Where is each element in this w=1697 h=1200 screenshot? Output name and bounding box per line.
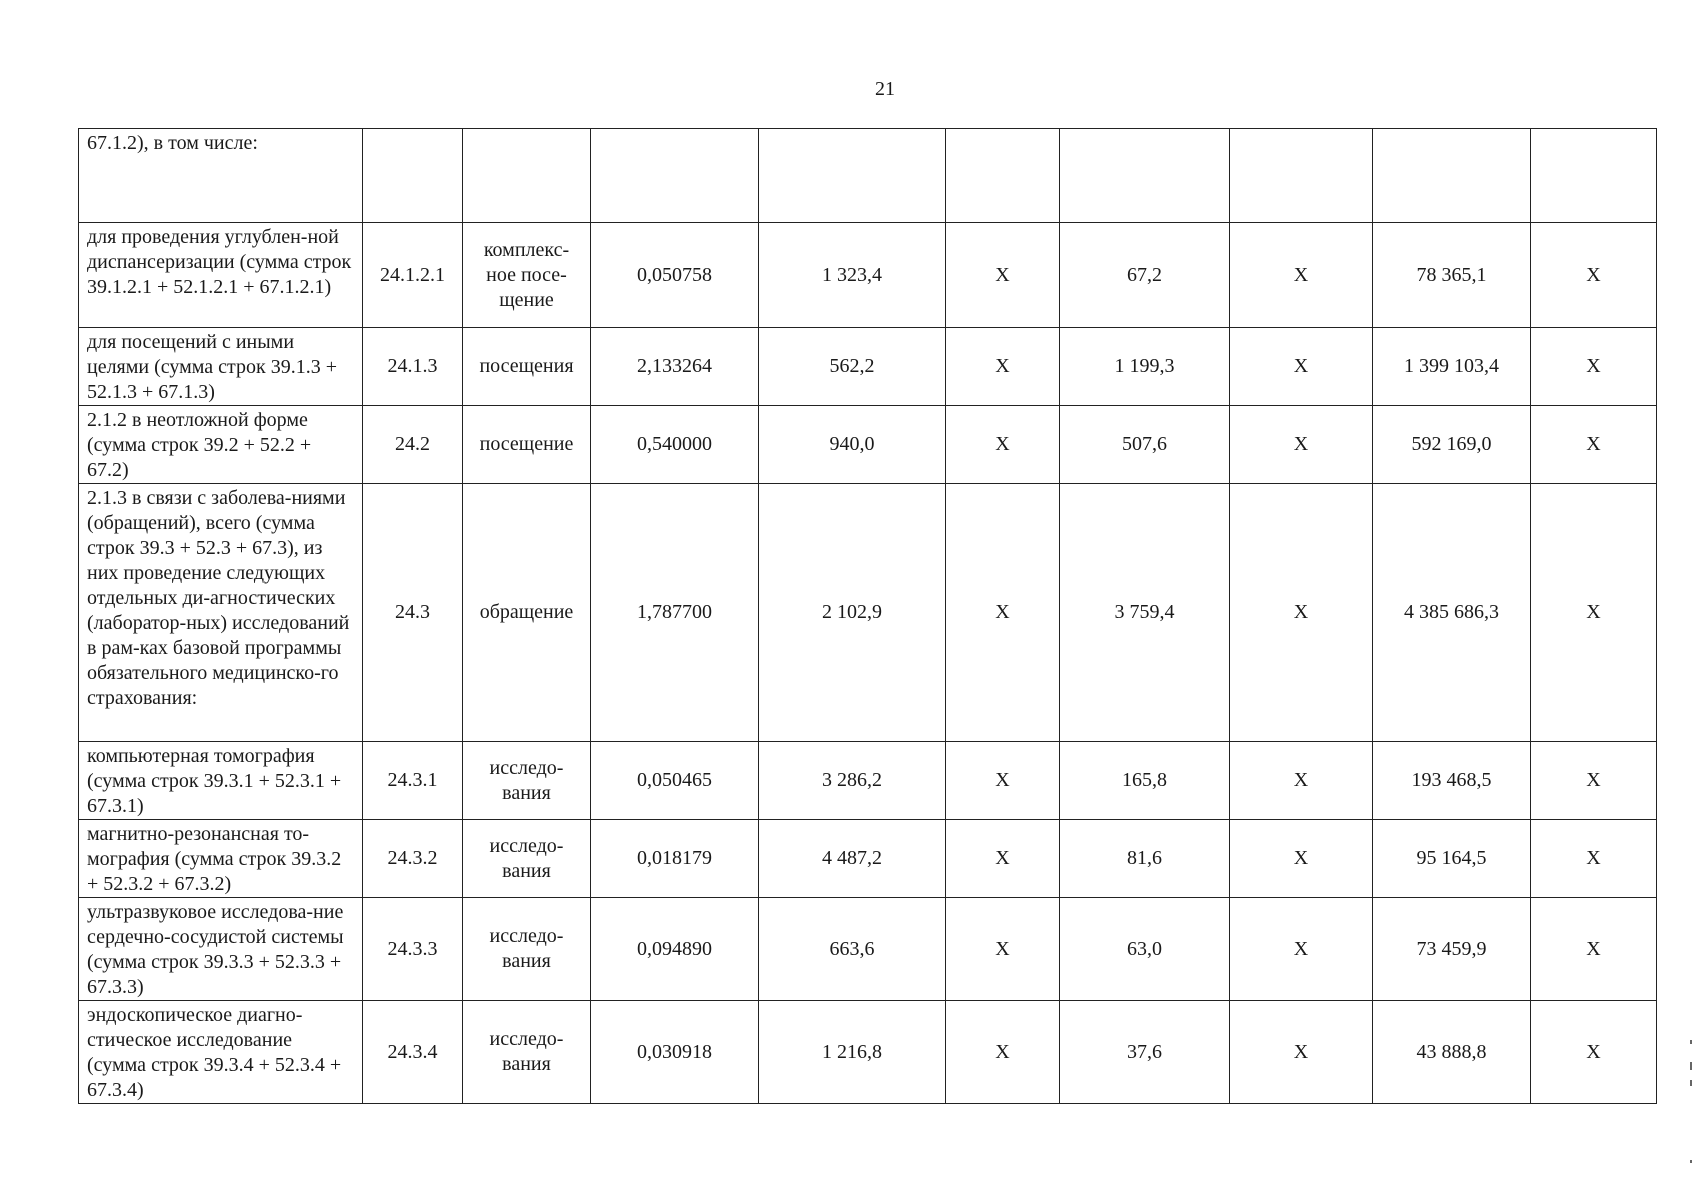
value-cell: 592 169,0 <box>1373 406 1531 484</box>
value-cell <box>1060 129 1230 223</box>
table-row <box>79 223 1657 328</box>
value-cell: 1 323,4 <box>759 223 946 328</box>
unit-cell: исследо-вания <box>463 898 591 1001</box>
row-name-cell: 2.1.2 в неотложной форме (сумма строк 39.2 + 52.2 + 67.2) <box>79 406 363 484</box>
value-cell: Х <box>1230 1001 1373 1104</box>
row-code-cell <box>363 129 463 223</box>
unit-cell: исследо-вания <box>463 742 591 820</box>
value-cell: 940,0 <box>759 406 946 484</box>
value-cell: 2,133264 <box>591 328 759 406</box>
value-cell: Х <box>946 898 1060 1001</box>
value-cell: 0,050465 <box>591 742 759 820</box>
value-cell: 507,6 <box>1060 406 1230 484</box>
value-cell: 81,6 <box>1060 820 1230 898</box>
row-name-cell: для посещений с иными целями (сумма строк 39.1.3 + 52.1.3 + 67.1.3) <box>79 328 363 406</box>
scan-margin-mark <box>1690 1080 1692 1086</box>
table-row <box>79 742 1657 820</box>
row-code-cell: 24.3.4 <box>363 1001 463 1104</box>
row-name-cell: 2.1.3 в связи с заболева-ниями (обращений), всего (сумма строк 39.3 + 52.3 + 67.3), из них проведение следующих отдельных ди-агностических (лаборатор-ных) исследований в рам-ках базовой программы обязательного медицинско-го страхования: <box>79 484 363 742</box>
row-code-cell: 24.3.2 <box>363 820 463 898</box>
unit-cell <box>463 129 591 223</box>
value-cell <box>591 129 759 223</box>
value-cell: 4 385 686,3 <box>1373 484 1531 742</box>
value-cell: 43 888,8 <box>1373 1001 1531 1104</box>
value-cell: Х <box>1531 820 1657 898</box>
value-cell: 165,8 <box>1060 742 1230 820</box>
row-code-cell: 24.3 <box>363 484 463 742</box>
value-cell: 37,6 <box>1060 1001 1230 1104</box>
row-code-cell: 24.3.1 <box>363 742 463 820</box>
row-name-cell: 67.1.2), в том числе: <box>79 129 363 223</box>
value-cell: 73 459,9 <box>1373 898 1531 1001</box>
value-cell: 0,018179 <box>591 820 759 898</box>
row-name-cell: для проведения углублен-ной диспансеризации (сумма строк 39.1.2.1 + 52.1.2.1 + 67.1.2.1) <box>79 223 363 328</box>
value-cell: 3 286,2 <box>759 742 946 820</box>
row-name-cell: магнитно-резонансная то-мография (сумма строк 39.3.2 + 52.3.2 + 67.3.2) <box>79 820 363 898</box>
value-cell: Х <box>1531 223 1657 328</box>
value-cell <box>946 129 1060 223</box>
value-cell: 0,540000 <box>591 406 759 484</box>
value-cell: Х <box>946 484 1060 742</box>
value-cell: 2 102,9 <box>759 484 946 742</box>
value-cell <box>1373 129 1531 223</box>
value-cell: 63,0 <box>1060 898 1230 1001</box>
value-cell: 0,050758 <box>591 223 759 328</box>
value-cell: Х <box>1230 328 1373 406</box>
value-cell: Х <box>1531 742 1657 820</box>
value-cell: 1 199,3 <box>1060 328 1230 406</box>
value-cell: Х <box>946 1001 1060 1104</box>
row-name-cell: ультразвуковое исследова-ние сердечно-сосудистой системы (сумма строк 39.3.3 + 52.3.3 + 67.3.3) <box>79 898 363 1001</box>
table-row <box>79 1001 1657 1104</box>
table-row <box>79 898 1657 1001</box>
unit-cell: обращение <box>463 484 591 742</box>
value-cell: Х <box>1531 898 1657 1001</box>
value-cell: Х <box>1531 328 1657 406</box>
unit-cell: исследо-вания <box>463 1001 591 1104</box>
value-cell: Х <box>946 223 1060 328</box>
value-cell: Х <box>1230 898 1373 1001</box>
value-cell <box>1230 129 1373 223</box>
row-code-cell: 24.1.3 <box>363 328 463 406</box>
row-name-cell: компьютерная томография (сумма строк 39.3.1 + 52.3.1 + 67.3.1) <box>79 742 363 820</box>
unit-cell: комплекс-ное посе-щение <box>463 223 591 328</box>
data-table <box>78 128 1657 1104</box>
value-cell: 0,094890 <box>591 898 759 1001</box>
value-cell: Х <box>1230 742 1373 820</box>
table-row <box>79 484 1657 742</box>
value-cell: 1 399 103,4 <box>1373 328 1531 406</box>
value-cell: 0,030918 <box>591 1001 759 1104</box>
value-cell: 1,787700 <box>591 484 759 742</box>
value-cell: Х <box>1230 820 1373 898</box>
value-cell: Х <box>1230 406 1373 484</box>
value-cell: 1 216,8 <box>759 1001 946 1104</box>
value-cell: Х <box>946 820 1060 898</box>
row-code-cell: 24.3.3 <box>363 898 463 1001</box>
value-cell: Х <box>1531 1001 1657 1104</box>
value-cell <box>759 129 946 223</box>
value-cell: Х <box>946 328 1060 406</box>
value-cell: 95 164,5 <box>1373 820 1531 898</box>
value-cell: 78 365,1 <box>1373 223 1531 328</box>
scan-margin-mark <box>1690 1062 1692 1070</box>
scan-margin-mark <box>1690 1040 1692 1044</box>
value-cell: Х <box>1230 223 1373 328</box>
page-number: 21 <box>875 78 895 100</box>
value-cell: Х <box>1230 484 1373 742</box>
value-cell: Х <box>946 406 1060 484</box>
table-row <box>79 129 1657 223</box>
unit-cell: посещения <box>463 328 591 406</box>
value-cell: 67,2 <box>1060 223 1230 328</box>
value-cell: 4 487,2 <box>759 820 946 898</box>
value-cell: 3 759,4 <box>1060 484 1230 742</box>
row-name-cell: эндоскопическое диагно-стическое исследование (сумма строк 39.3.4 + 52.3.4 + 67.3.4) <box>79 1001 363 1104</box>
table-row <box>79 820 1657 898</box>
value-cell: 193 468,5 <box>1373 742 1531 820</box>
value-cell: 663,6 <box>759 898 946 1001</box>
scan-margin-mark <box>1690 1160 1692 1163</box>
row-code-cell: 24.1.2.1 <box>363 223 463 328</box>
row-code-cell: 24.2 <box>363 406 463 484</box>
value-cell <box>1531 129 1657 223</box>
value-cell: 562,2 <box>759 328 946 406</box>
table-row <box>79 328 1657 406</box>
value-cell: Х <box>946 742 1060 820</box>
unit-cell: посещение <box>463 406 591 484</box>
value-cell: Х <box>1531 484 1657 742</box>
unit-cell: исследо-вания <box>463 820 591 898</box>
value-cell: Х <box>1531 406 1657 484</box>
table-row <box>79 406 1657 484</box>
